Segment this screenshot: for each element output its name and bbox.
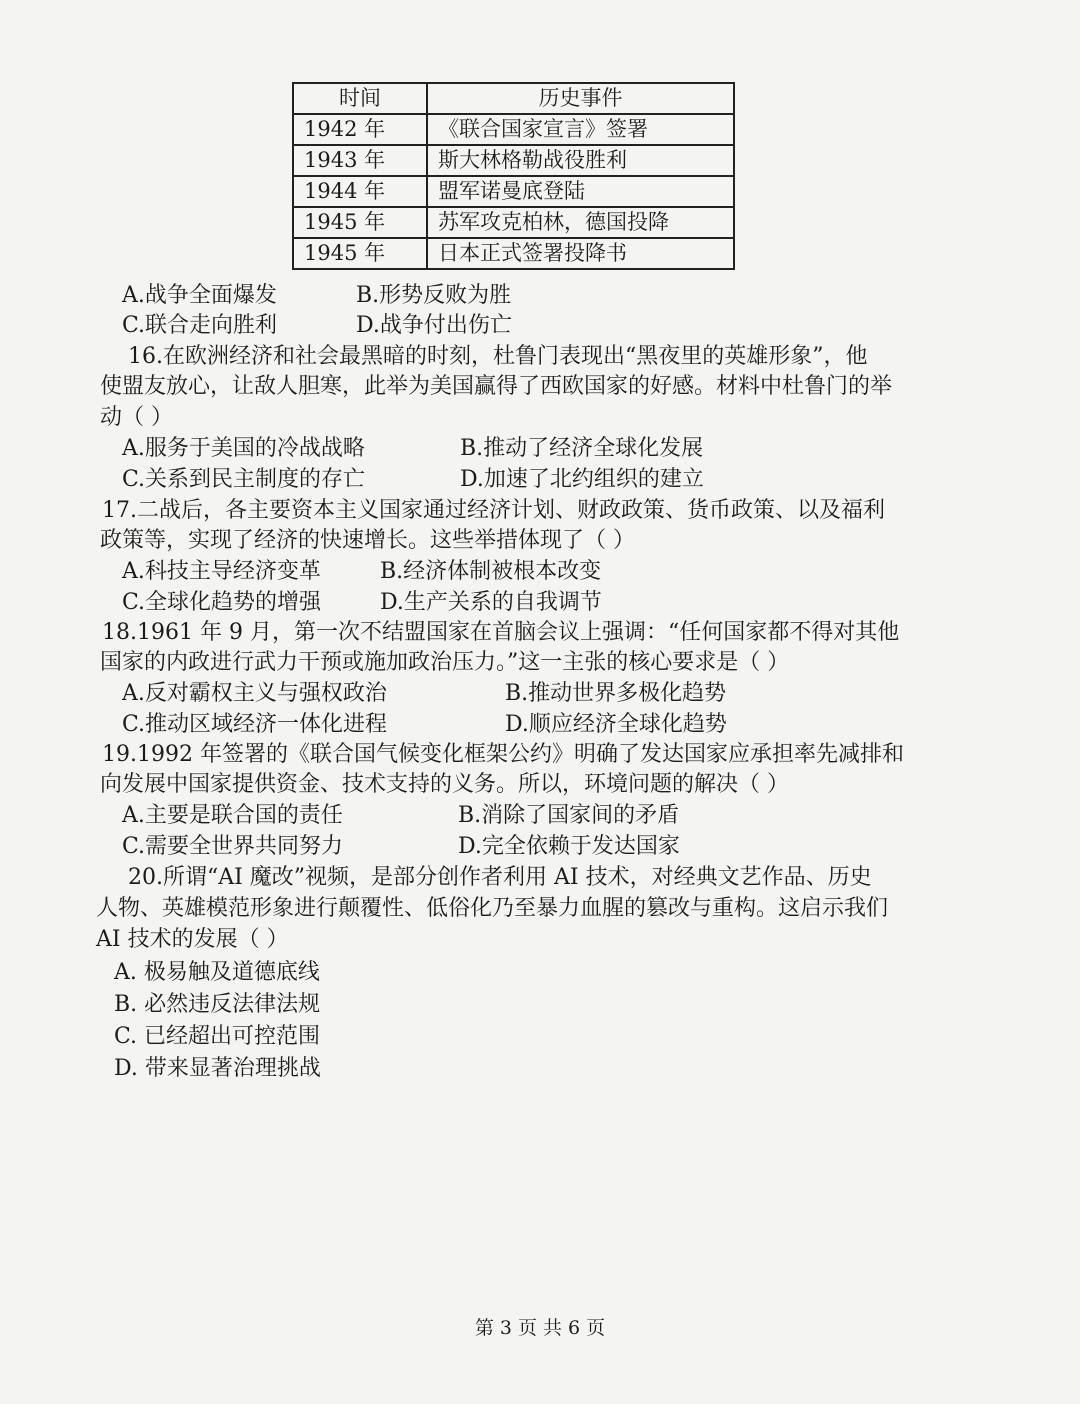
q19-option-a: A.主要是联合国的责任 bbox=[122, 803, 343, 828]
table-header-row bbox=[293, 83, 734, 114]
table-row bbox=[293, 207, 734, 238]
q16-option-c: C.关系到民主制度的存亡 bbox=[122, 467, 366, 492]
header-time: 时间 bbox=[293, 83, 427, 114]
q17-stem-line-2: 政策等，实现了经济的快速增长。这些举措体现了（ ） bbox=[100, 528, 635, 553]
q18-stem-line-1: 18.1961 年 9 月，第一次不结盟国家在首脑会议上强调：“任何国家都不得对其他 bbox=[102, 620, 900, 645]
q18-option-d: D.顺应经济全球化趋势 bbox=[505, 712, 727, 737]
q16-stem-line-3: 动（ ） bbox=[100, 405, 173, 430]
q15-option-b: B.形势反败为胜 bbox=[356, 283, 512, 308]
q20-option-d: D. 带来显著治理挑战 bbox=[114, 1056, 321, 1081]
q19-stem-line-2: 向发展中国家提供资金、技术支持的义务。所以，环境问题的解决（ ） bbox=[100, 772, 789, 797]
q18-stem-line-2: 国家的内政进行武力干预或施加政治压力。”这一主张的核心要求是（ ） bbox=[100, 650, 790, 675]
history-events-table bbox=[292, 82, 735, 270]
table-row bbox=[293, 176, 734, 207]
page-number: 第 3 页 共 6 页 bbox=[474, 1317, 606, 1339]
table-cell-event: 《联合国家宣言》签署 bbox=[427, 114, 734, 145]
q19-option-b: B.消除了国家间的矛盾 bbox=[458, 803, 680, 828]
q17-option-c: C.全球化趋势的增强 bbox=[122, 590, 322, 615]
table-cell-event: 盟军诺曼底登陆 bbox=[427, 176, 734, 207]
table-row bbox=[293, 238, 734, 269]
table-cell-year: 1945 年 bbox=[293, 207, 427, 238]
q19-option-d: D.完全依赖于发达国家 bbox=[458, 834, 680, 859]
q15-option-a: A.战争全面爆发 bbox=[122, 283, 277, 308]
table-cell-event: 斯大林格勒战役胜利 bbox=[427, 145, 734, 176]
q20-stem-line-2: 人物、英雄模范形象进行颠覆性、低俗化乃至暴力血腥的篡改与重构。这启示我们 bbox=[96, 896, 889, 921]
table-row bbox=[293, 114, 734, 145]
q16-option-b: B.推动了经济全球化发展 bbox=[460, 436, 704, 461]
table-cell-year: 1942 年 bbox=[293, 114, 427, 145]
table-row bbox=[293, 145, 734, 176]
q17-option-d: D.生产关系的自我调节 bbox=[380, 590, 602, 615]
q18-option-c: C.推动区域经济一体化进程 bbox=[122, 712, 388, 737]
q19-option-c: C.需要全世界共同努力 bbox=[122, 834, 344, 859]
q20-stem-line-3: AI 技术的发展（ ） bbox=[96, 927, 289, 952]
q16-option-a: A.服务于美国的冷战战略 bbox=[122, 436, 365, 461]
q17-stem-line-1: 17.二战后，各主要资本主义国家通过经济计划、财政政策、货币政策、以及福利 bbox=[102, 498, 885, 523]
q20-stem-line-1: 20.所谓“AI 魔改”视频，是部分创作者利用 AI 技术，对经典文艺作品、历史 bbox=[128, 865, 872, 890]
q20-option-b: B. 必然违反法律法规 bbox=[114, 992, 321, 1017]
table-cell-year: 1945 年 bbox=[293, 238, 427, 269]
q19-stem-line-1: 19.1992 年签署的《联合国气候变化框架公约》明确了发达国家应承担率先减排和 bbox=[102, 742, 904, 767]
q17-option-b: B.经济体制被根本改变 bbox=[380, 559, 602, 584]
q16-stem-line-1: 16.在欧洲经济和社会最黑暗的时刻，杜鲁门表现出“黑夜里的英雄形象”，他 bbox=[128, 344, 868, 369]
q15-option-d: D.战争付出伤亡 bbox=[356, 313, 512, 338]
q18-option-b: B.推动世界多极化趋势 bbox=[505, 681, 727, 706]
header-event: 历史事件 bbox=[427, 83, 734, 114]
table-cell-event: 日本正式签署投降书 bbox=[427, 238, 734, 269]
table-cell-year: 1944 年 bbox=[293, 176, 427, 207]
table-cell-event: 苏军攻克柏林，德国投降 bbox=[427, 207, 734, 238]
q16-stem-line-2: 使盟友放心，让敌人胆寒，此举为美国赢得了西欧国家的好感。材料中杜鲁门的举 bbox=[100, 374, 893, 399]
q20-option-a: A. 极易触及道德底线 bbox=[114, 960, 320, 985]
q15-option-c: C.联合走向胜利 bbox=[122, 313, 278, 338]
q20-option-c: C. 已经超出可控范围 bbox=[114, 1024, 321, 1049]
table-cell-year: 1943 年 bbox=[293, 145, 427, 176]
q18-option-a: A.反对霸权主义与强权政治 bbox=[122, 681, 387, 706]
q17-option-a: A.科技主导经济变革 bbox=[122, 559, 321, 584]
q16-option-d: D.加速了北约组织的建立 bbox=[460, 467, 704, 492]
